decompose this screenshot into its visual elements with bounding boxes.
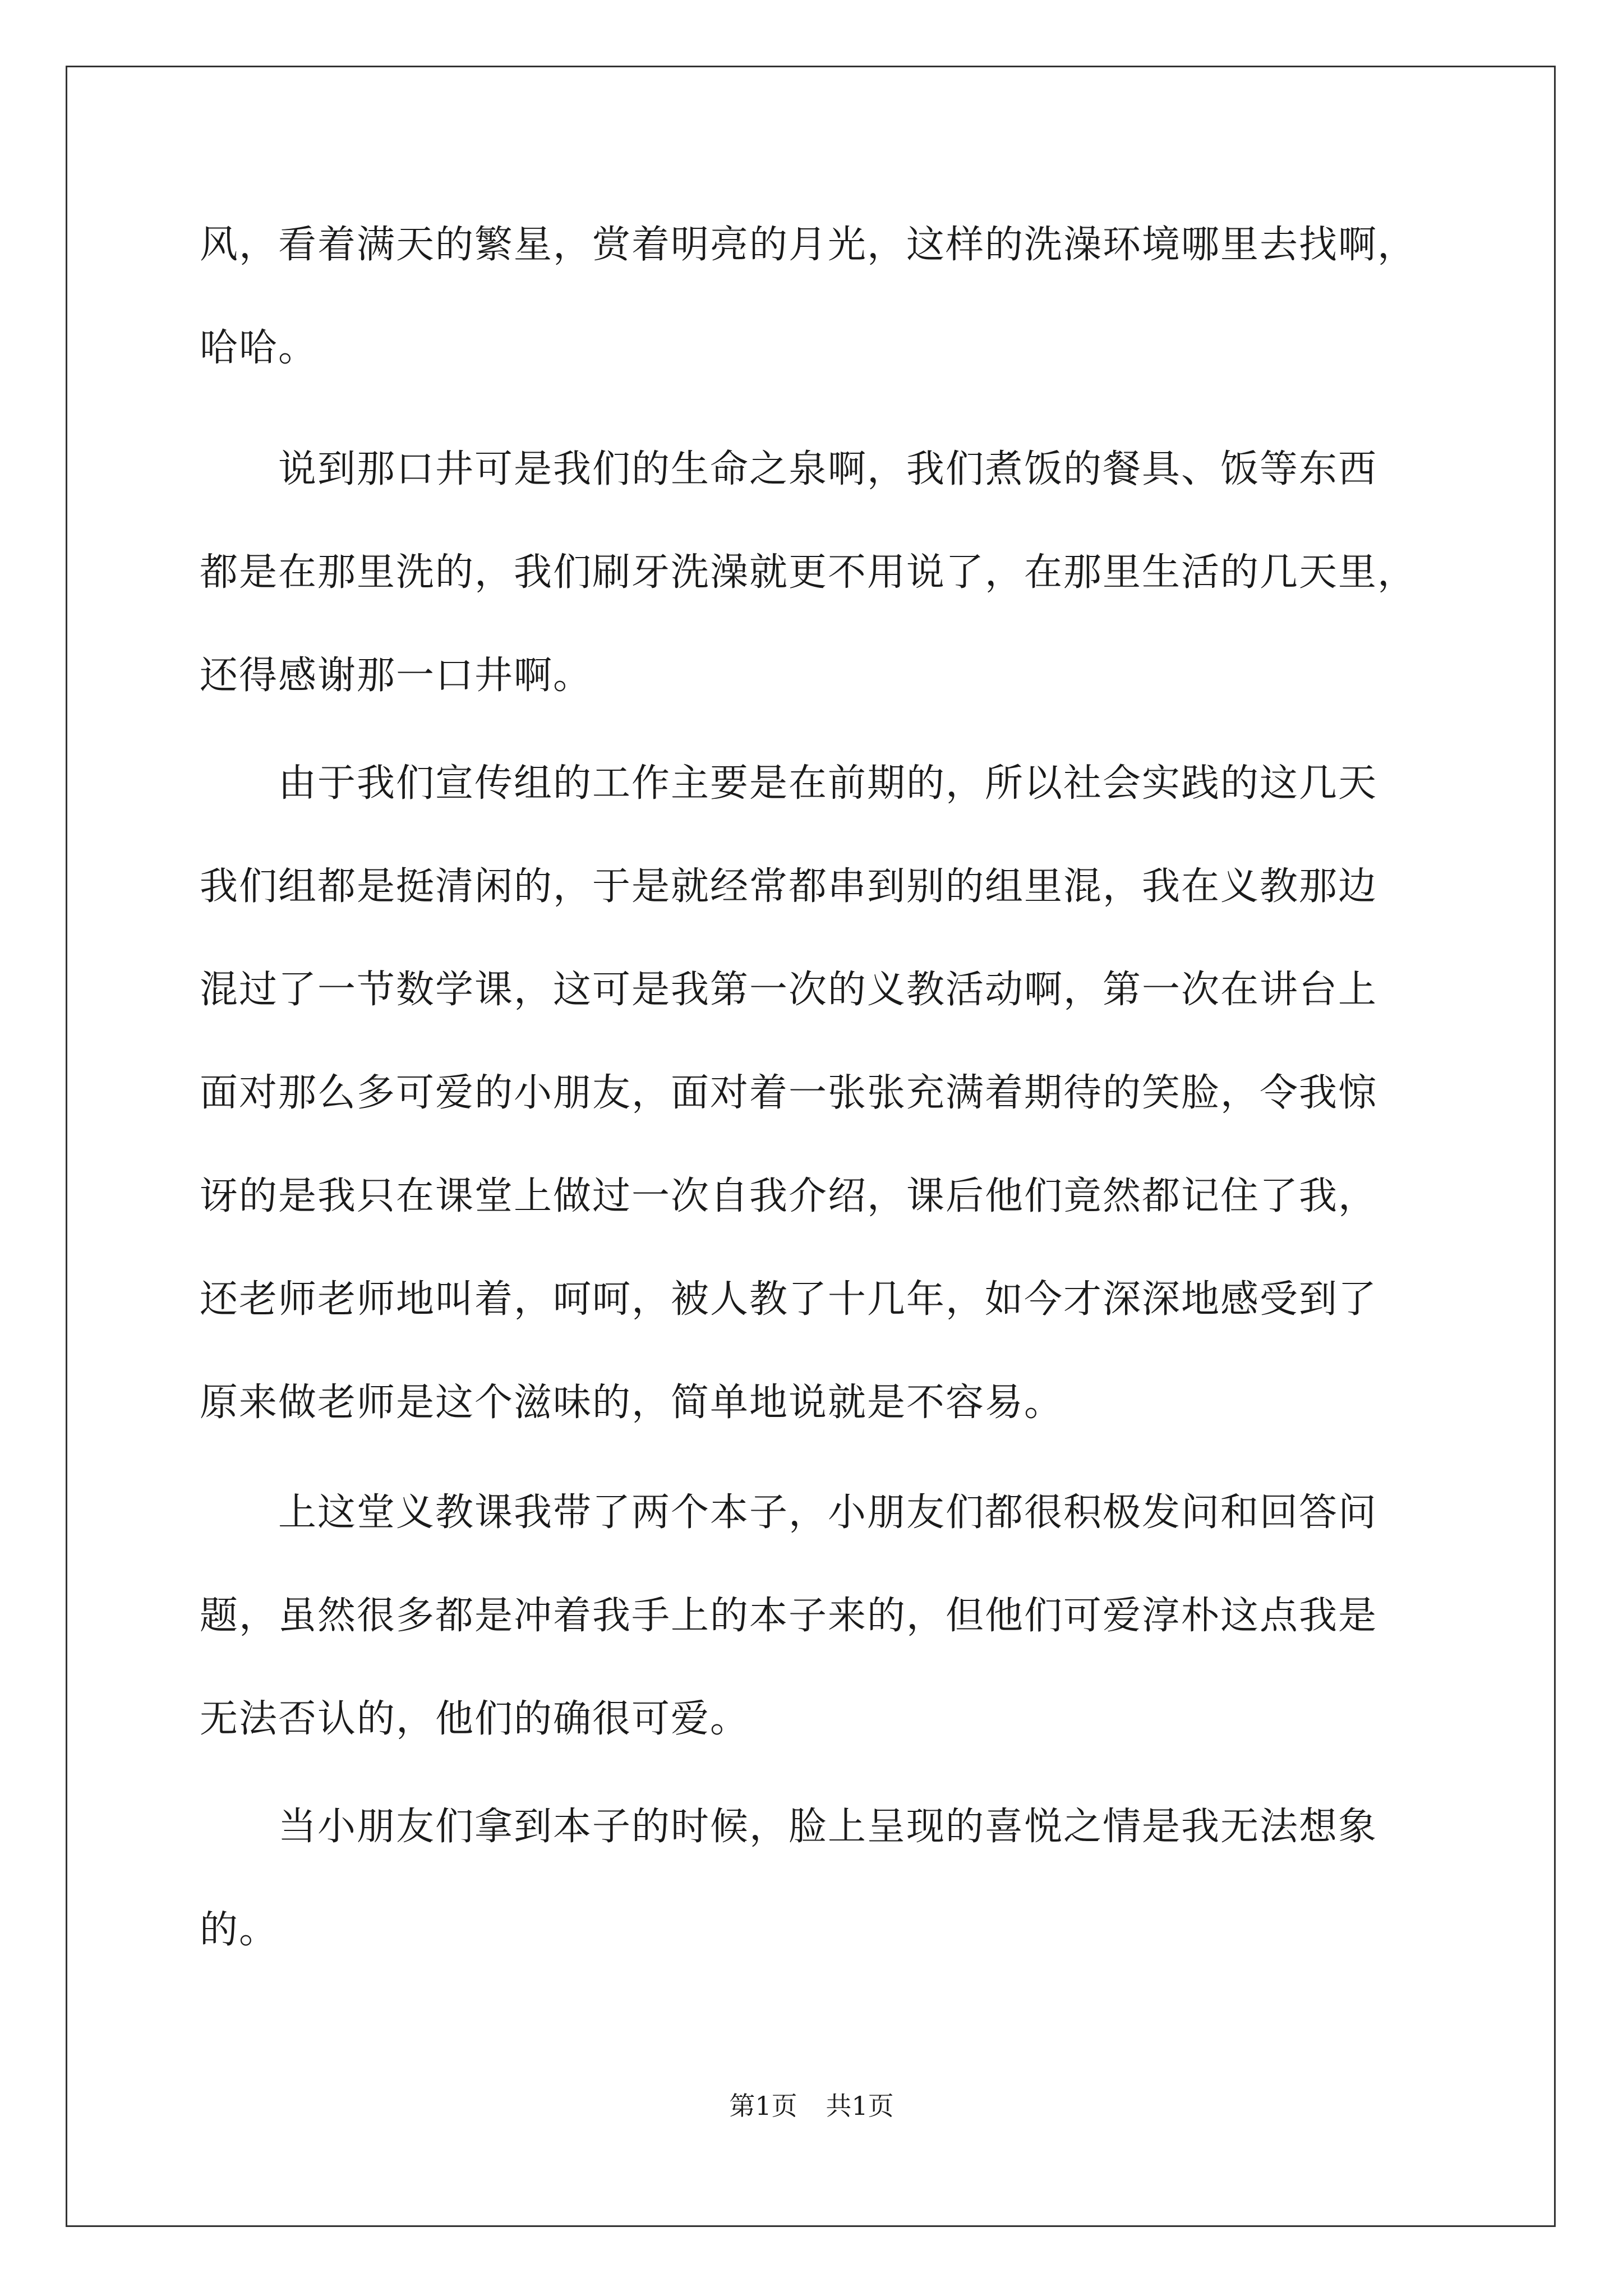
text-line: 原来做老师是这个滋味的，简单地说就是不容易。 [200,1381,1064,1425]
text-line: 由于我们宣传组的工作主要是在前期的，所以社会实践的这几天 [200,761,1378,806]
paragraph-3 [200,732,1377,1455]
page-total: 共1页 [826,2091,894,2121]
page-number: 第1页 [729,2091,797,2121]
paragraph-1 [200,194,1417,400]
text-line: 还老师老师地叫着，呵呵，被人教了十几年，如今才深深地感受到了 [200,1277,1378,1322]
text-line: 都是在那里洗的，我们刷牙洗澡就更不用说了，在那里生活的几天里， [200,550,1417,595]
text-line: 混过了一节数学课，这可是我第一次的义教活动啊，第一次在讲台上 [200,968,1378,1012]
text-line: 哈哈。 [200,326,318,370]
paragraph-2 [200,418,1417,728]
paragraph-4 [200,1461,1377,1771]
text-line: 当小朋友们拿到本子的时候，脸上呈现的喜悦之情是我无法想象 [200,1805,1378,1849]
text-line: 说到那口井可是我们的生命之泉啊，我们煮饭的餐具、饭等东西 [200,447,1378,491]
text-line: 风，看着满天的繁星，赏着明亮的月光，这样的洗澡环境哪里去找啊， [200,223,1417,267]
text-line: 面对那么多可爱的小朋友，面对着一张张充满着期待的笑脸，令我惊 [200,1071,1378,1115]
text-line: 上这堂义教课我带了两个本子，小朋友们都很积极发问和回答问 [200,1490,1378,1535]
paragraph-5 [200,1775,1377,1982]
page-footer [0,2086,1623,2123]
text-line: 还得感谢那一口井啊。 [200,654,593,698]
text-line: 无法否认的，他们的确很可爱。 [200,1697,750,1741]
text-line: 题，虽然很多都是冲着我手上的本子来的，但他们可爱淳朴这点我是 [200,1594,1378,1638]
text-line: 的。 [200,1908,279,1952]
text-line: 我们组都是挺清闲的，于是就经常都串到别的组里混，我在义教那边 [200,864,1378,909]
text-line: 讶的是我只在课堂上做过一次自我介绍，课后他们竟然都记住了我， [200,1174,1378,1218]
